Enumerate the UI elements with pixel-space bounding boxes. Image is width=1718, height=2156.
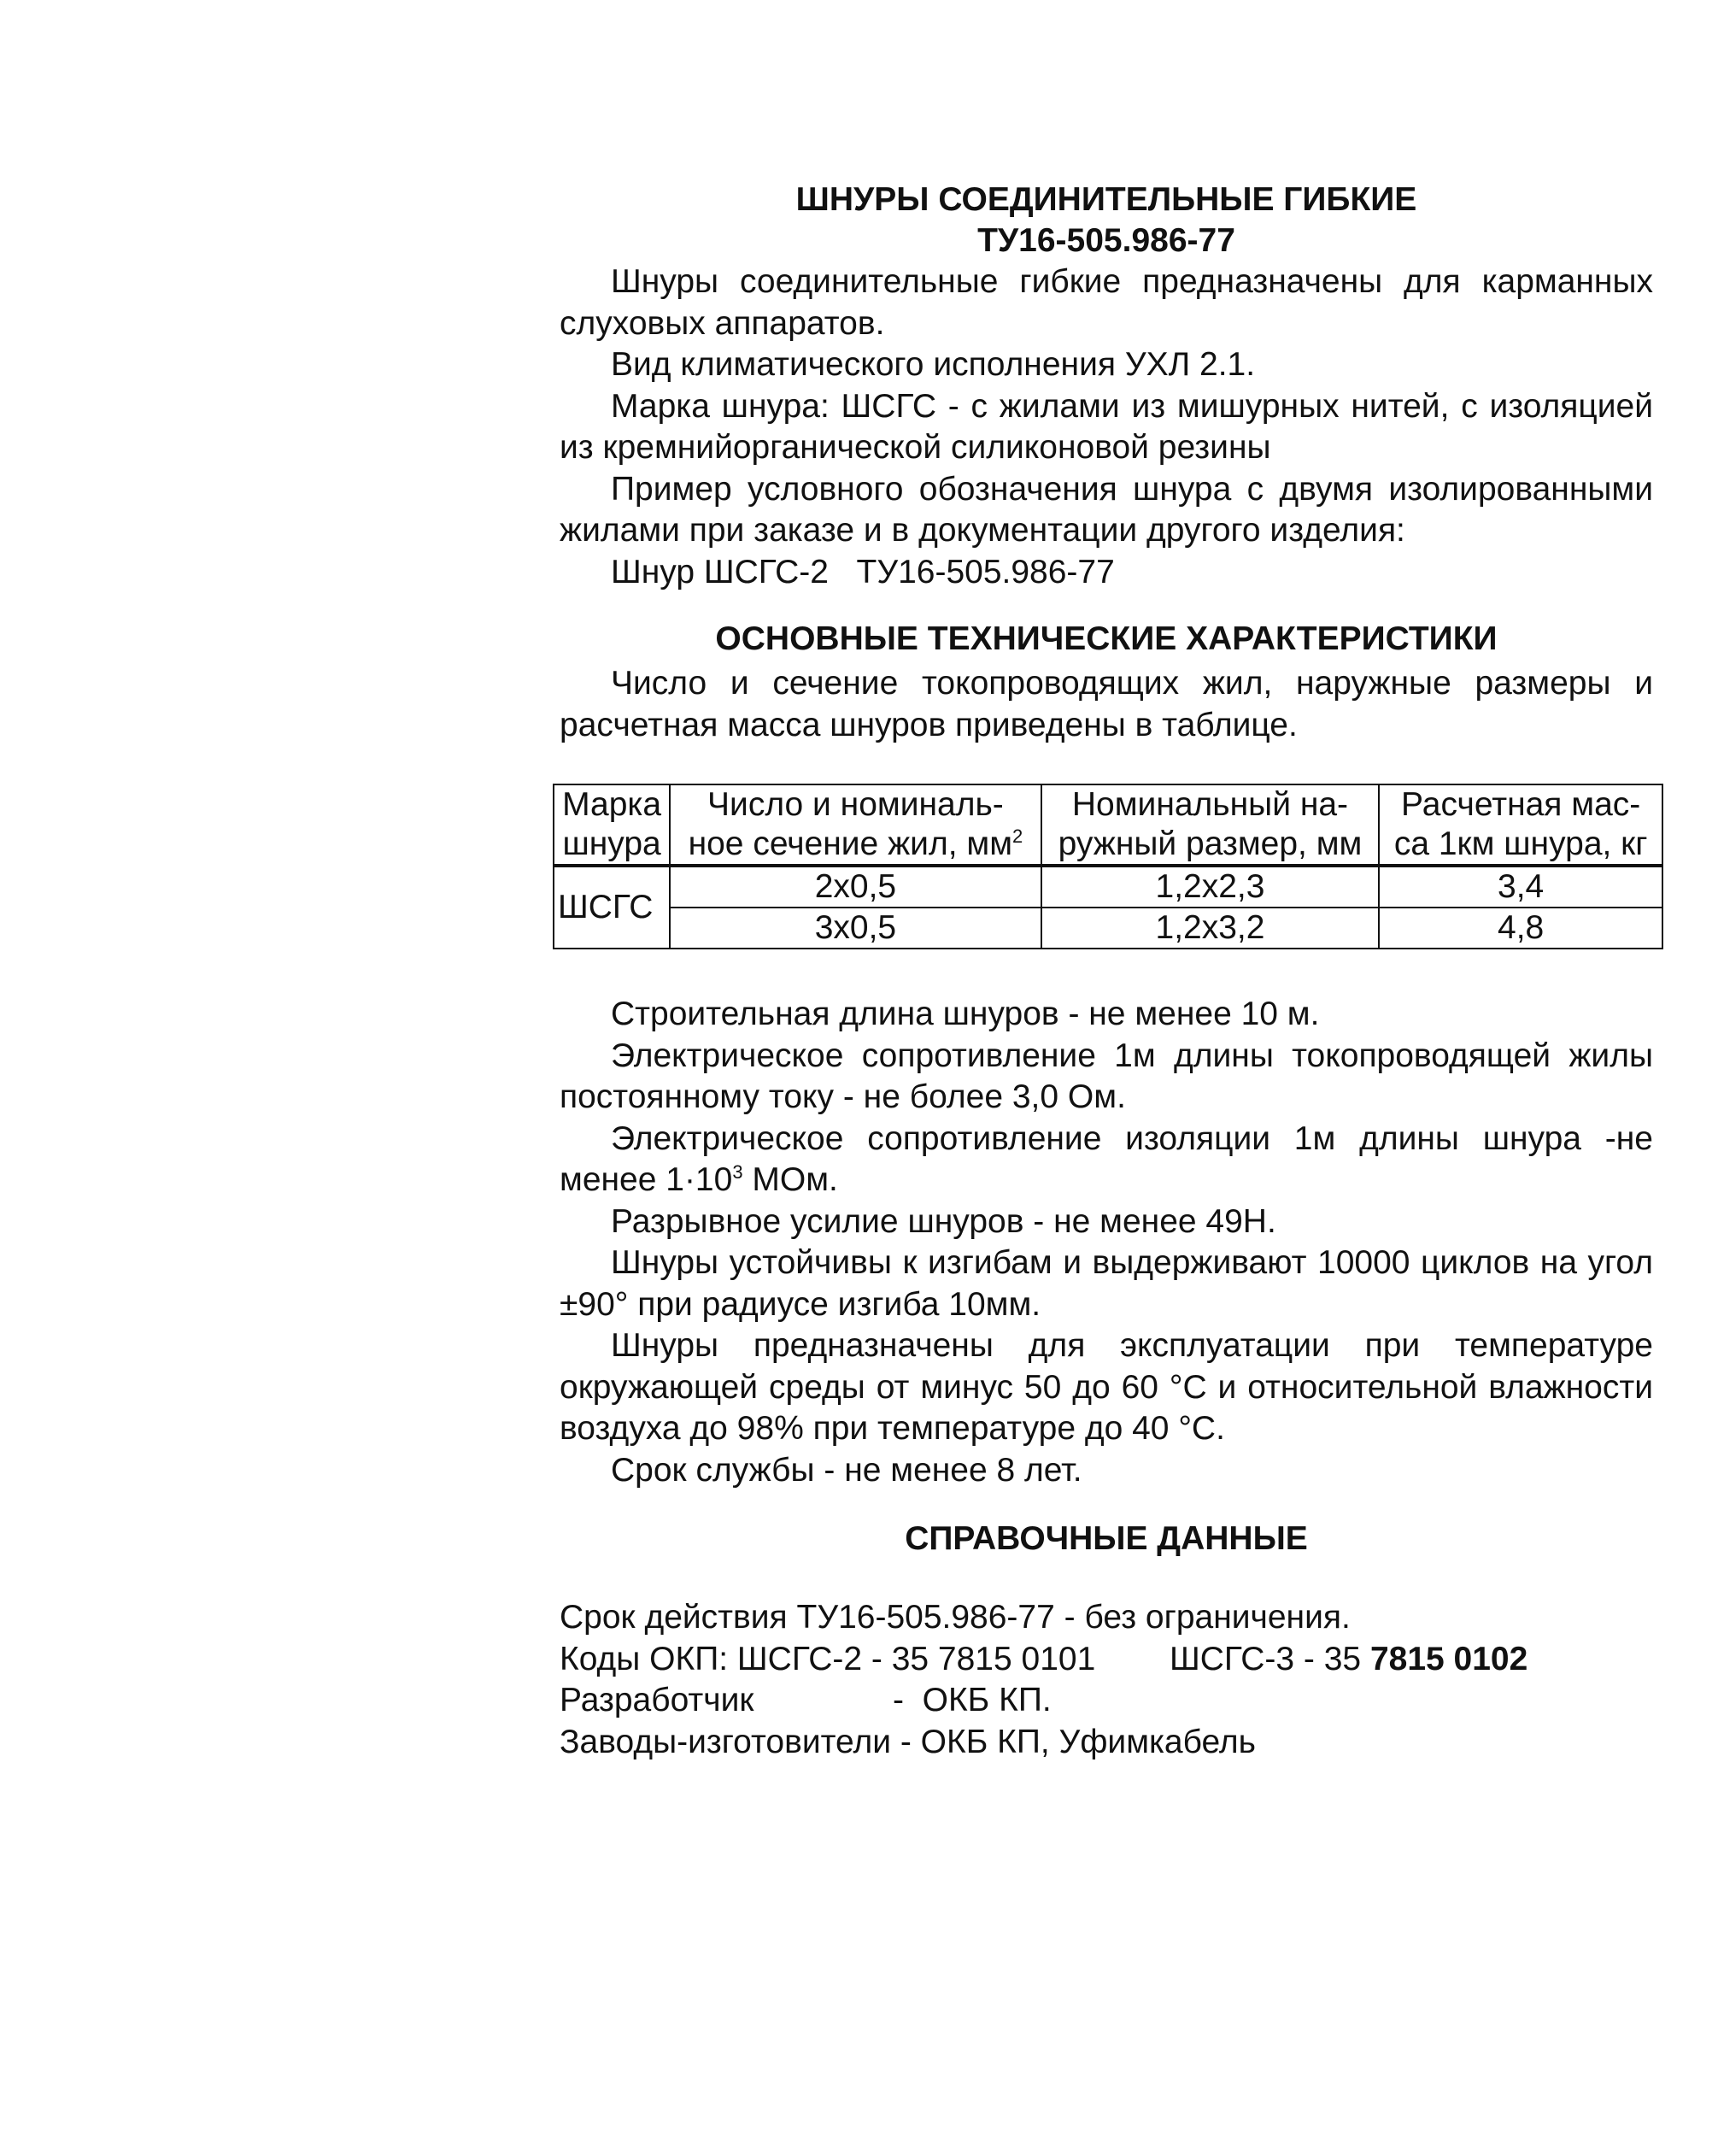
- manufacturers-line: Заводы-изготовители - ОКБ КП, Уфимкабель: [560, 1723, 1256, 1760]
- insulation-text: Электрическое сопротивление изоляции 1м длины шнура -не менее 1·10: [560, 1119, 1653, 1198]
- header-text: шнура: [562, 825, 661, 862]
- section-cell: 3x0,5: [670, 908, 1041, 949]
- size-cell: 1,2x3,2: [1041, 908, 1380, 949]
- header-text: са 1км шнура, кг: [1393, 825, 1648, 862]
- superscript: 3: [732, 1161, 743, 1183]
- mass-cell: 3,4: [1379, 866, 1662, 908]
- service-life-paragraph: Срок службы - не менее 8 лет.: [611, 1451, 1082, 1489]
- header-text: Число и номиналь-: [707, 786, 1004, 823]
- document-content: [560, 179, 1653, 1763]
- reference-section-heading: СПРАВОЧНЫЕ ДАННЫЕ: [905, 1520, 1308, 1557]
- okp-codes-text: Коды ОКП: ШСГС-2 - 35 7815 0101 ШСГС-3 - 35: [560, 1640, 1370, 1677]
- col-section-header: [670, 784, 1041, 866]
- tech-section-heading: ОСНОВНЫЕ ТЕХНИЧЕСКИЕ ХАРАКТЕРИСТИКИ: [715, 620, 1498, 657]
- operating-conditions-paragraph: Шнуры предназначены для эксплуатации при температуре окружающей среды от минус 50 до 60 °С и относительной влажности воздуха до 98% при температуре до 40 °С.: [560, 1327, 1653, 1447]
- mass-cell: 4,8: [1379, 908, 1662, 949]
- climate-paragraph: Вид климатического исполнения УХЛ 2.1.: [611, 346, 1256, 383]
- document-spec-number: ТУ16-505.986-77: [977, 222, 1235, 259]
- tech-intro-paragraph: Число и сечение токопроводящих жил, наружные размеры и расчетная масса шнуров приведены в таблице.: [560, 665, 1653, 743]
- tensile-paragraph: Разрывное усилие шнуров - не менее 49Н.: [611, 1202, 1276, 1240]
- length-paragraph: Строительная длина шнуров - не менее 10 м.: [611, 996, 1320, 1032]
- example-designation: Шнур ШСГС-2 ТУ16-505.986-77: [611, 553, 1115, 590]
- document-title: ШНУРЫ СОЕДИНИТЕЛЬНЫЕ ГИБКИЕ: [795, 181, 1417, 218]
- specs-table: [553, 784, 1663, 949]
- table-row: [554, 908, 1662, 949]
- okp-codes-line: [560, 1639, 1653, 1681]
- example-paragraph: Пример условного обозначения шнура с двумя изолированными жилами при заказе и в документации другого изделия:: [560, 470, 1653, 549]
- col-size-header: [1041, 784, 1380, 866]
- okp-code-bold: 7815 0102: [1369, 1640, 1528, 1677]
- table-row: [554, 866, 1662, 908]
- section-cell: 2x0,5: [670, 866, 1041, 908]
- header-text: Расчетная мас-: [1401, 786, 1641, 823]
- developer-line: Разработчик - ОКБ КП.: [560, 1682, 1052, 1718]
- insulation-paragraph: [560, 1119, 1653, 1201]
- header-text: Марка: [562, 786, 662, 823]
- header-text: Номинальный на-: [1071, 786, 1349, 823]
- header-text: ное сечение жил, мм: [688, 825, 1013, 862]
- tech-details: [560, 994, 1653, 1491]
- header-text: ружный размер, мм: [1058, 825, 1363, 862]
- brand-paragraph: Марка шнура: ШСГС - с жилами из мишурных нитей, с изоляцией из кремнийорганической силиконовой резины: [560, 387, 1653, 466]
- purpose-paragraph: Шнуры соединительные гибкие предназначены для карманных слуховых аппаратов.: [560, 263, 1653, 342]
- superscript: 2: [1012, 825, 1023, 847]
- size-cell: 1,2x2,3: [1041, 866, 1380, 908]
- brand-cell: ШСГС: [554, 866, 670, 949]
- col-brand-header: [554, 784, 670, 866]
- col-mass-header: [1379, 784, 1662, 866]
- validity-line: Срок действия ТУ16-505.986-77 - без ограничения.: [560, 1599, 1351, 1636]
- table-header-row: [554, 784, 1662, 866]
- insulation-unit: МОм.: [742, 1161, 838, 1198]
- resistance-paragraph: Электрическое сопротивление 1м длины токопроводящей жилы постоянному току - не более 3,0 Ом.: [560, 1037, 1653, 1115]
- bending-paragraph: Шнуры устойчивы к изгибам и выдерживают 10000 циклов на угол ±90° при радиусе изгиба 10мм.: [560, 1244, 1653, 1323]
